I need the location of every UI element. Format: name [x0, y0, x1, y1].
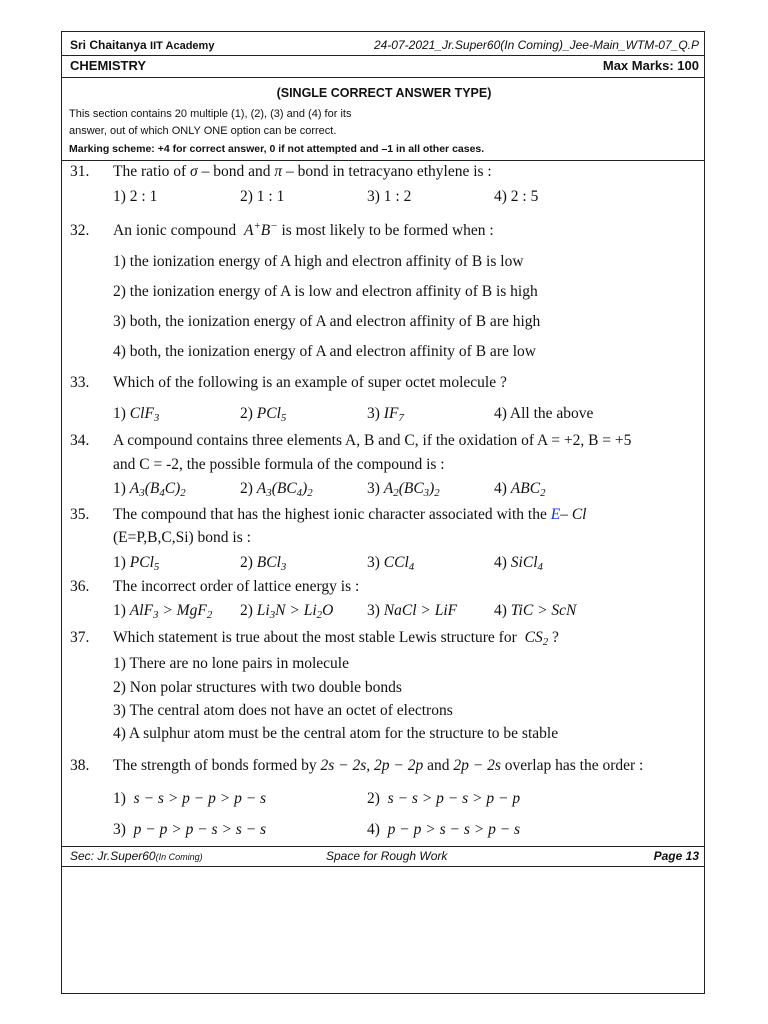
option-3: 3) $A_2(BC_3)_2$ — [367, 480, 440, 499]
brand-name: Sri Chaitanya — [70, 38, 147, 52]
footer-rough-work: Space for Rough Work — [326, 849, 448, 863]
option-1: 1) PCl$_5$ — [113, 554, 160, 573]
footer-divider — [62, 846, 704, 847]
question-36-text: The incorrect order of lattice energy is : — [113, 578, 360, 595]
option-2: 2) BCl$_3$ — [240, 554, 287, 573]
question-number: 35. — [70, 506, 90, 523]
option-3: 3) CCl$_4$ — [367, 554, 415, 573]
option-3: 3) $IF_7$ — [367, 405, 404, 424]
option-1: 1) $A_3(B_4C)_2$ — [113, 480, 186, 499]
option-2: 2) 1 : 1 — [240, 188, 285, 205]
option-3: 3) p − p > p − s > s − s — [113, 821, 267, 838]
header-divider — [62, 55, 704, 56]
question-31-text: The ratio of σ – bond and π – bond in tetracyano ethylene is : — [113, 163, 492, 180]
question-number: 37. — [70, 629, 90, 646]
subject-divider — [62, 77, 704, 78]
option-4: 4) TiC > ScN — [494, 602, 577, 619]
option-4: 4) both, the ionization energy of A and electron affinity of B are low — [113, 343, 536, 360]
question-34-line1: A compound contains three elements A, B and C, if the oxidation of A = +2, B = +5 — [113, 432, 632, 449]
option-1: 1) There are no lone pairs in molecule — [113, 655, 349, 672]
section-intro-line1: This section contains 20 multiple (1), (2), (3) and (4) for its — [69, 108, 352, 120]
footer-bottom-divider — [62, 866, 704, 867]
option-1: 1) AlF$_3$ > MgF$_2$ — [113, 602, 213, 621]
question-number: 31. — [70, 163, 90, 180]
option-2: 2) the ionization energy of A is low and electron affinity of B is high — [113, 283, 538, 300]
option-3: 3) both, the ionization energy of A and electron affinity of B are high — [113, 313, 541, 330]
question-number: 38. — [70, 757, 90, 774]
question-37-text: Which statement is true about the most stable Lewis structure for $CS_2$ ? — [113, 629, 559, 648]
question-number: 33. — [70, 374, 90, 391]
brand-suffix: IIT Academy — [150, 40, 215, 52]
option-3: 3) The central atom does not have an octet of electrons — [113, 702, 453, 719]
option-3: 3) NaCl > LiF — [367, 602, 458, 619]
question-35-line2: (E=P,B,C,Si) bond is : — [113, 529, 251, 546]
question-number: 32. — [70, 222, 90, 239]
page-number: Page 13 — [653, 849, 699, 863]
option-4: 4) $ABC_2$ — [494, 480, 546, 499]
section-divider — [62, 160, 704, 161]
option-1: 1) s − s > p − p > p − s — [113, 790, 267, 807]
paper-code: 24-07-2021_Jr.Super60(In Coming)_Jee-Main_WTM-07_Q.P — [373, 38, 699, 52]
question-33-text: Which of the following is an example of super octet molecule ? — [113, 374, 507, 391]
option-2: 2) PCl$_5$ — [240, 405, 287, 424]
option-1: 1) 2 : 1 — [113, 188, 158, 205]
option-1: 1) ClF$_3$ — [113, 405, 160, 424]
section-intro-line2: answer, out of which ONLY ONE option can be correct. — [69, 125, 337, 137]
option-2: 2) $Li_3N > Li_2O$ — [240, 602, 334, 621]
question-38-text: The strength of bonds formed by 2s − 2s, 2p − 2p and 2p − 2s overlap has the order : — [113, 757, 644, 774]
option-4: 4) 2 : 5 — [494, 188, 539, 205]
option-4: 4) SiCl$_4$ — [494, 554, 543, 573]
option-2: 2) $A_3(BC_4)_2$ — [240, 480, 313, 499]
footer-section: Sec: Jr.Super60(In Coming) — [70, 849, 203, 863]
question-32-text: An ionic compound A+B− is most likely to be formed when : — [113, 220, 494, 239]
question-number: 36. — [70, 578, 90, 595]
section-title: (SINGLE CORRECT ANSWER TYPE) — [276, 86, 492, 100]
question-number: 34. — [70, 432, 90, 449]
question-34-line2: and C = -2, the possible formula of the compound is : — [113, 456, 445, 473]
marking-scheme: Marking scheme: +4 for correct answer, 0 if not attempted and –1 in all other cases. — [69, 143, 485, 155]
option-2: 2) Non polar structures with two double bonds — [113, 679, 402, 696]
option-1: 1) the ionization energy of A high and electron affinity of B is low — [113, 253, 524, 270]
question-35-line1: The compound that has the highest ionic character associated with the E– Cl — [113, 506, 587, 523]
max-marks: Max Marks: 100 — [602, 58, 699, 73]
option-4: 4) p − p > s − s > p − s — [367, 821, 521, 838]
option-4: 4) A sulphur atom must be the central atom for the structure to be stable — [113, 725, 559, 742]
option-3: 3) 1 : 2 — [367, 188, 412, 205]
subject-title: CHEMISTRY — [70, 58, 147, 73]
option-4: 4) All the above — [494, 405, 594, 422]
option-2: 2) s − s > p − s > p − p — [367, 790, 521, 807]
brand-logo — [70, 38, 214, 52]
